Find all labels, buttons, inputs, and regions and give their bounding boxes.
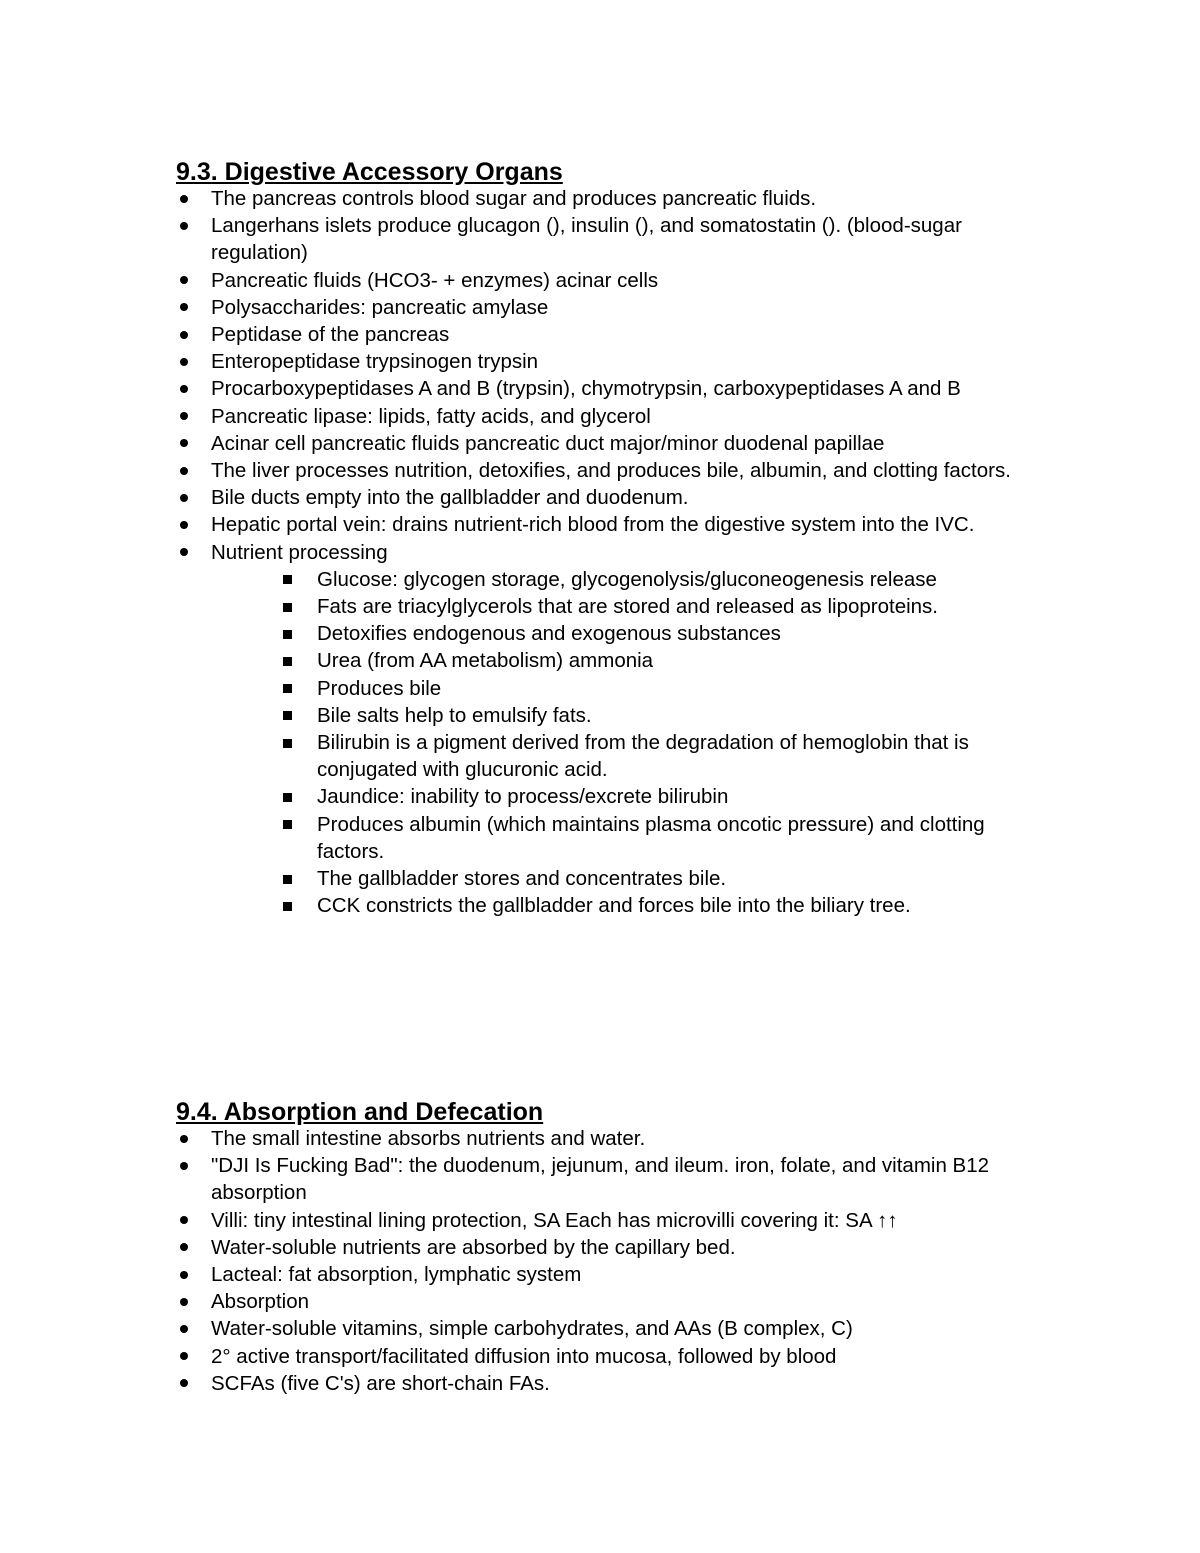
list-item: Pancreatic fluids (HCO3- + enzymes) acinar cells [176,267,1056,294]
list-item: Enteropeptidase trypsinogen trypsin [176,348,1056,375]
list-item: Water-soluble vitamins, simple carbohydrates, and AAs (B complex, C) [176,1315,1056,1342]
sub-list-item: CCK constricts the gallbladder and forces bile into the biliary tree. [282,892,1017,919]
sub-list-item: Jaundice: inability to process/excrete bilirubin [282,783,1017,810]
list-item: Absorption [176,1288,1056,1315]
sub-list-item: Urea (from AA metabolism) ammonia [282,647,1017,674]
list-item: The liver processes nutrition, detoxifies, and produces bile, albumin, and clotting factors. [176,457,1056,484]
list-item: Water-soluble nutrients are absorbed by the capillary bed. [176,1234,1056,1261]
bullet-list [176,185,1076,566]
list-item: Langerhans islets produce glucagon (), insulin (), and somatostatin (). (blood-sugar regulation) [176,212,1056,266]
sub-list-item: Produces albumin (which maintains plasma oncotic pressure) and clotting factors. [282,811,1017,865]
list-item: Lacteal: fat absorption, lymphatic system [176,1261,1056,1288]
sub-bullet-list [282,566,1076,920]
list-item: Acinar cell pancreatic fluids pancreatic duct major/minor duodenal papillae [176,430,1056,457]
sub-list-item: Bilirubin is a pigment derived from the degradation of hemoglobin that is conjugated with glucuronic acid. [282,729,1017,783]
sub-list-item: The gallbladder stores and concentrates bile. [282,865,1017,892]
list-item: SCFAs (five C's) are short-chain FAs. [176,1370,1056,1397]
list-item: Bile ducts empty into the gallbladder and duodenum. [176,484,1056,511]
section-heading: 9.3. Digestive Accessory Organs [176,158,563,186]
sub-list-item: Produces bile [282,675,1017,702]
sub-list-item: Bile salts help to emulsify fats. [282,702,1017,729]
list-item: The small intestine absorbs nutrients and water. [176,1125,1056,1152]
bullet-list [176,1125,1076,1397]
list-item: Pancreatic lipase: lipids, fatty acids, and glycerol [176,403,1056,430]
list-item: Hepatic portal vein: drains nutrient-rich blood from the digestive system into the IVC. [176,511,1056,538]
list-item: Peptidase of the pancreas [176,321,1056,348]
list-item: The pancreas controls blood sugar and produces pancreatic fluids. [176,185,1056,212]
list-item: 2° active transport/facilitated diffusion into mucosa, followed by blood [176,1343,1056,1370]
section-absorption-and-defecation [176,1096,1076,1397]
list-item: Procarboxypeptidases A and B (trypsin), chymotrypsin, carboxypeptidases A and B [176,375,1056,402]
sub-list-item: Glucose: glycogen storage, glycogenolysis/gluconeogenesis release [282,566,1017,593]
sub-list-item: Detoxifies endogenous and exogenous substances [282,620,1017,647]
list-item: "DJI Is Fucking Bad": the duodenum, jejunum, and ileum. iron, folate, and vitamin B12 absorption [176,1152,1056,1206]
list-item: Villi: tiny intestinal lining protection, SA Each has microvilli covering it: SA ↑↑ [176,1207,1056,1234]
section-digestive-accessory-organs [176,156,1076,919]
list-item: Nutrient processing [176,539,1056,566]
list-item: Polysaccharides: pancreatic amylase [176,294,1056,321]
sub-list-item: Fats are triacylglycerols that are stored and released as lipoproteins. [282,593,1017,620]
section-heading: 9.4. Absorption and Defecation [176,1098,544,1126]
